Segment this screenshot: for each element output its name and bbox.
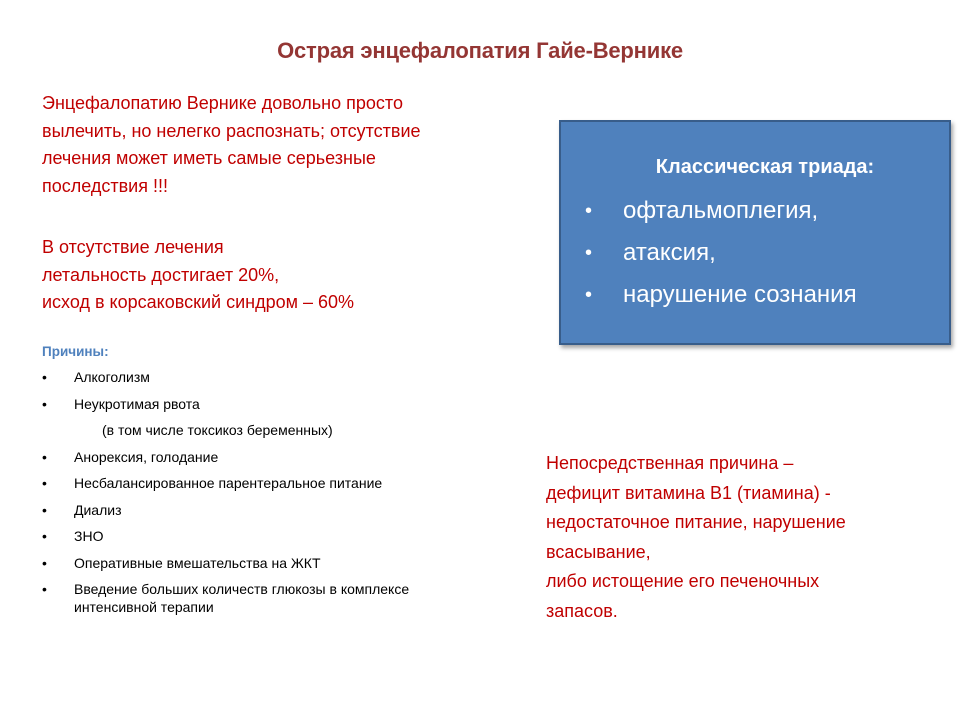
triad-list xyxy=(585,195,857,321)
bullet-icon: • xyxy=(42,501,47,518)
bullet-icon: • xyxy=(42,475,47,491)
cause-note: Непосредственная причина – дефицит витамина В1 (тиамина) - недостаточное питание, нарушение всасывание, либо истощение его печеночных запасов. xyxy=(546,453,846,621)
bullet-icon: • xyxy=(42,554,47,571)
triad-item-label: нарушение сознания xyxy=(623,281,857,308)
list-item xyxy=(42,554,442,572)
bullet-icon: • xyxy=(42,448,47,465)
list-item xyxy=(42,527,442,545)
triad-item xyxy=(585,237,857,279)
intro-paragraph: Энцефалопатию Вернике довольно просто вылечить, но нелегко распознать; отсутствие лечения может иметь самые серьезные последствия !!! xyxy=(42,93,421,196)
list-item-subnote xyxy=(42,421,442,439)
list-item-label: Алкоголизм xyxy=(74,369,150,385)
list-item-label: Несбалансированное парентеральное питание xyxy=(74,475,383,491)
bullet-icon: • xyxy=(585,242,593,264)
list-item-label: Неукротимая рвота xyxy=(74,395,200,412)
mortality-paragraph: В отсутствие лечения летальность достигает 20%, исход в корсаковский синдром – 60% xyxy=(42,237,355,312)
list-item xyxy=(42,474,442,492)
bullet-icon: • xyxy=(42,369,47,385)
triad-box xyxy=(559,120,951,345)
list-item-label: Оперативные вмешательства на ЖКТ xyxy=(74,554,321,571)
causes-heading: Причины: xyxy=(42,344,109,359)
triad-item-label: офтальмоплегия, xyxy=(623,197,819,224)
list-item xyxy=(42,448,442,466)
list-item-label: (в том числе токсикоз беременных) xyxy=(102,422,333,438)
slide-title: Острая энцефалопатия Гайе-Вернике xyxy=(277,38,683,63)
list-item xyxy=(42,580,442,616)
list-item-label: Введение больших количеств глюкозы в комплексе интенсивной терапии xyxy=(74,581,410,615)
bullet-icon: • xyxy=(42,581,47,597)
list-item xyxy=(42,368,442,386)
bullet-icon: • xyxy=(585,200,593,222)
list-item xyxy=(42,395,442,413)
triad-item xyxy=(585,195,857,237)
list-item-label: Анорексия, голодание xyxy=(74,448,219,465)
triad-item xyxy=(585,279,857,321)
list-item-label: Диализ xyxy=(74,501,122,518)
list-item-label: ЗНО xyxy=(74,528,104,544)
list-item xyxy=(42,501,442,519)
causes-list xyxy=(42,368,442,625)
triad-item-label: атаксия, xyxy=(623,239,716,266)
triad-heading: Классическая триада: xyxy=(655,156,875,178)
bullet-icon: • xyxy=(42,395,47,412)
bullet-icon: • xyxy=(42,528,47,544)
bullet-icon: • xyxy=(585,284,593,306)
